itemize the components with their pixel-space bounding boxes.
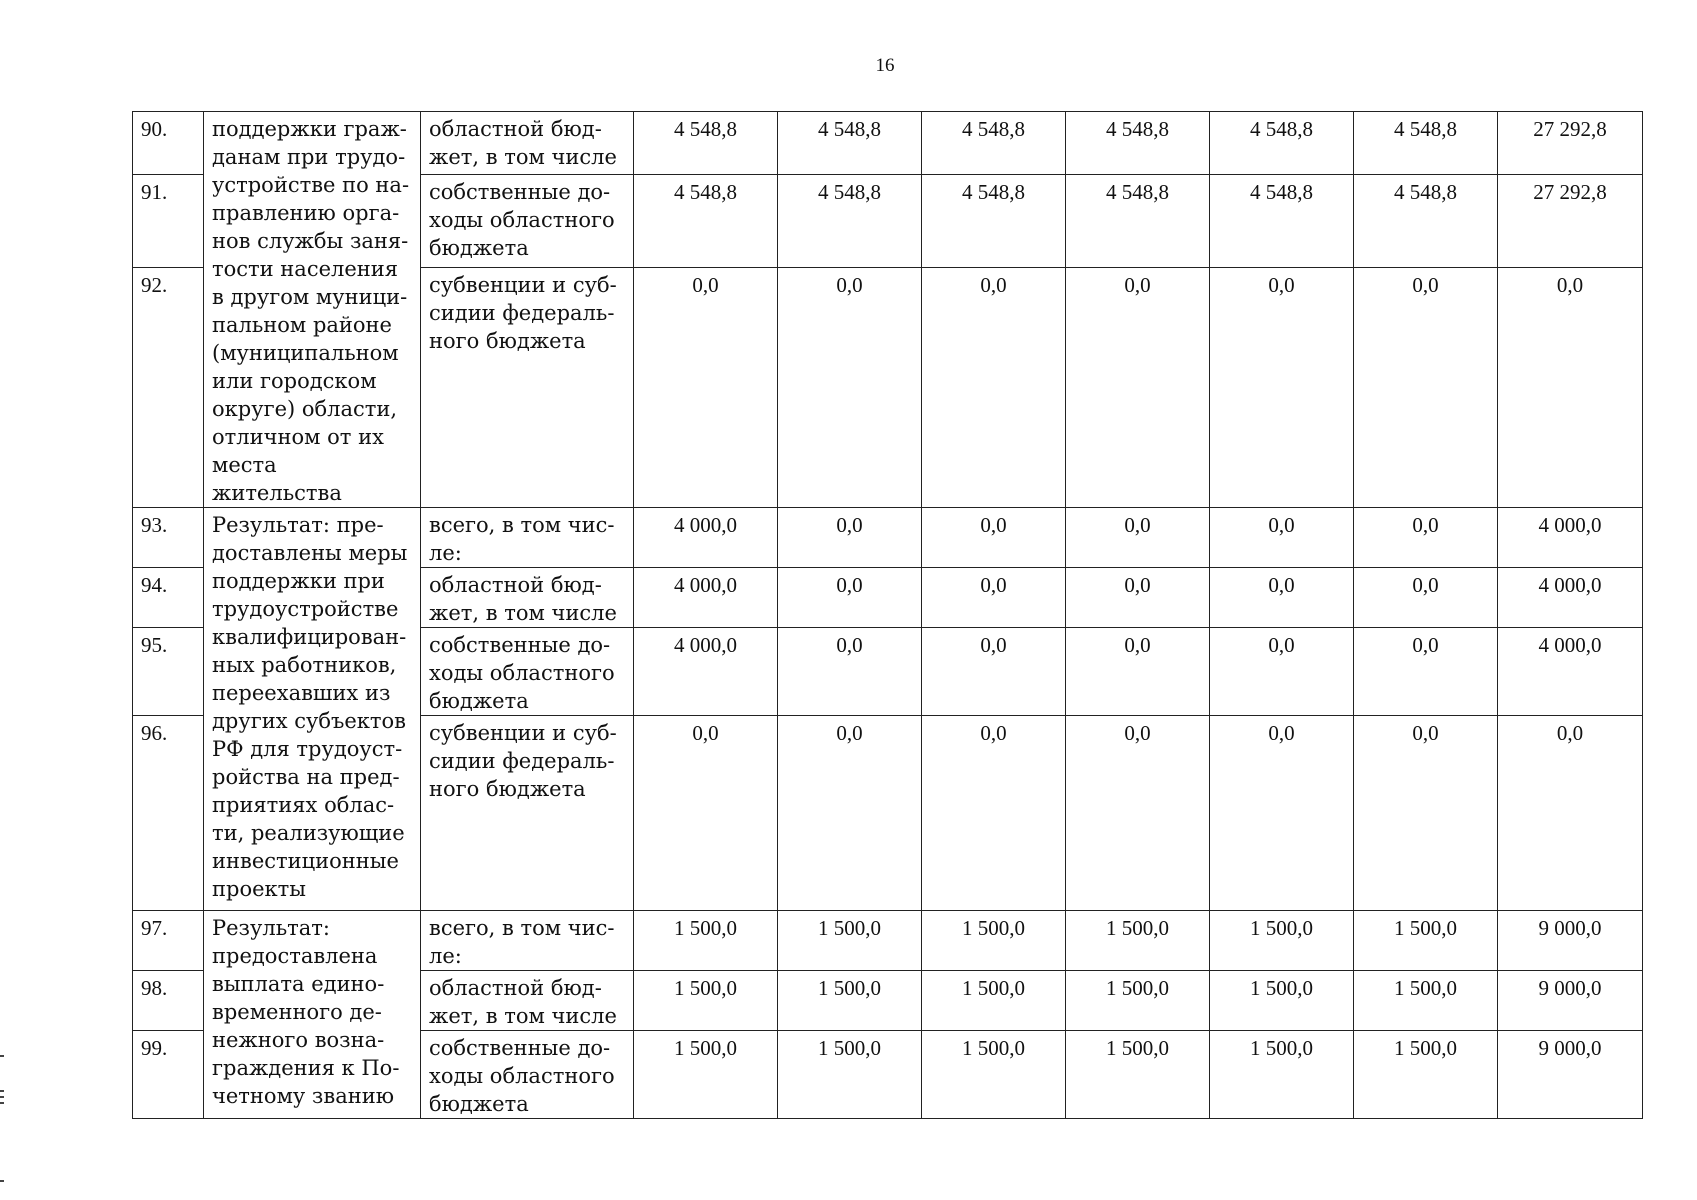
year-value-cell: 1 500,0 [634,911,778,971]
total-value-cell: 27 292,8 [1498,175,1643,268]
funding-source: областной бюд-жет, в том числе [421,112,634,175]
budget-table [132,111,1643,1119]
year-value-cell: 4 548,8 [634,112,778,175]
year-value-cell: 0,0 [1210,628,1354,716]
funding-source: областной бюд-жет, в том числе [421,568,634,628]
year-value-cell: 1 500,0 [922,911,1066,971]
year-value-cell: 4 548,8 [1210,112,1354,175]
margin-mark [0,1090,4,1092]
total-value-cell: 4 000,0 [1498,508,1643,568]
year-value-cell: 1 500,0 [634,971,778,1031]
year-value-cell: 0,0 [1210,508,1354,568]
year-value-cell: 0,0 [778,628,922,716]
funding-source: всего, в том чис-ле: [421,911,634,971]
row-number: 98. [133,971,204,1031]
year-value-cell: 0,0 [922,568,1066,628]
year-value-cell: 1 500,0 [1210,1031,1354,1119]
row-number: 97. [133,911,204,971]
year-value-cell: 0,0 [922,508,1066,568]
year-value-cell: 1 500,0 [1354,1031,1498,1119]
year-value-cell: 0,0 [1354,568,1498,628]
year-value-cell: 1 500,0 [1066,971,1210,1031]
page-number: 16 [875,55,895,76]
year-value-cell: 1 500,0 [778,911,922,971]
year-value-cell: 0,0 [778,268,922,508]
year-value-cell: 1 500,0 [1210,971,1354,1031]
table-row [133,508,1643,568]
funding-source: субвенции и суб-сидии федераль-ного бюджета [421,716,634,911]
total-value-cell: 9 000,0 [1498,1031,1643,1119]
year-value-cell: 4 000,0 [634,568,778,628]
table-row [133,911,1643,971]
year-value-cell: 0,0 [1210,568,1354,628]
measure-description: Результат: предоставлена выплата едино-временного де-нежного возна-граждения к По-четному званию [204,911,421,1119]
row-number: 94. [133,568,204,628]
year-value-cell: 0,0 [634,268,778,508]
year-value-cell: 1 500,0 [1066,1031,1210,1119]
year-value-cell: 4 000,0 [634,508,778,568]
total-value-cell: 9 000,0 [1498,911,1643,971]
year-value-cell: 4 548,8 [922,175,1066,268]
year-value-cell: 0,0 [1354,508,1498,568]
year-value-cell: 1 500,0 [778,971,922,1031]
year-value-cell: 0,0 [922,628,1066,716]
funding-source: собственные до-ходы областного бюджета [421,175,634,268]
row-number: 91. [133,175,204,268]
table-row [133,112,1643,175]
year-value-cell: 1 500,0 [922,971,1066,1031]
row-number: 92. [133,268,204,508]
year-value-cell: 4 548,8 [778,175,922,268]
year-value-cell: 1 500,0 [922,1031,1066,1119]
row-number: 90. [133,112,204,175]
year-value-cell: 0,0 [634,716,778,911]
funding-source: собственные до-ходы областного бюджета [421,1031,634,1119]
margin-mark [0,1180,4,1182]
funding-source: областной бюд-жет, в том числе [421,971,634,1031]
year-value-cell: 0,0 [1354,716,1498,911]
measure-description: Результат: пре-доставлены меры поддержки при трудоустройстве квалифицирован-ных работников, переехавших из других субъектов РФ для трудоуст-ройства на пред-приятиях облас-ти, реализующие инвестиционные проекты [204,508,421,911]
year-value-cell: 1 500,0 [1066,911,1210,971]
margin-mark [0,1102,4,1104]
year-value-cell: 0,0 [1354,268,1498,508]
total-value-cell: 27 292,8 [1498,112,1643,175]
margin-mark [0,1096,4,1098]
year-value-cell: 1 500,0 [1210,911,1354,971]
total-value-cell: 4 000,0 [1498,568,1643,628]
year-value-cell: 0,0 [778,508,922,568]
year-value-cell: 4 548,8 [1066,175,1210,268]
year-value-cell: 0,0 [922,268,1066,508]
year-value-cell: 0,0 [1066,268,1210,508]
funding-source: собственные до-ходы областного бюджета [421,628,634,716]
year-value-cell: 4 548,8 [1066,112,1210,175]
year-value-cell: 1 500,0 [1354,971,1498,1031]
total-value-cell: 0,0 [1498,716,1643,911]
funding-source: субвенции и суб-сидии федераль-ного бюджета [421,268,634,508]
year-value-cell: 0,0 [922,716,1066,911]
year-value-cell: 0,0 [1210,268,1354,508]
year-value-cell: 0,0 [778,716,922,911]
year-value-cell: 4 548,8 [1354,112,1498,175]
year-value-cell: 4 548,8 [778,112,922,175]
measure-description: поддержки граж-данам при трудо-устройстве по на-правлению орга-нов службы заня-тости населения в другом муници-пальном районе (муниципальном или городском округе) области, отличном от их места жительства [204,112,421,508]
total-value-cell: 4 000,0 [1498,628,1643,716]
row-number: 93. [133,508,204,568]
year-value-cell: 1 500,0 [778,1031,922,1119]
year-value-cell: 1 500,0 [1354,911,1498,971]
total-value-cell: 0,0 [1498,268,1643,508]
year-value-cell: 0,0 [1210,716,1354,911]
year-value-cell: 4 548,8 [1210,175,1354,268]
year-value-cell: 0,0 [1066,568,1210,628]
funding-source: всего, в том чис-ле: [421,508,634,568]
year-value-cell: 1 500,0 [634,1031,778,1119]
year-value-cell: 4 548,8 [922,112,1066,175]
year-value-cell: 0,0 [1066,628,1210,716]
year-value-cell: 4 000,0 [634,628,778,716]
row-number: 95. [133,628,204,716]
row-number: 96. [133,716,204,911]
year-value-cell: 4 548,8 [1354,175,1498,268]
margin-mark [0,1055,4,1057]
total-value-cell: 9 000,0 [1498,971,1643,1031]
year-value-cell: 0,0 [778,568,922,628]
row-number: 99. [133,1031,204,1119]
year-value-cell: 4 548,8 [634,175,778,268]
year-value-cell: 0,0 [1066,508,1210,568]
year-value-cell: 0,0 [1066,716,1210,911]
year-value-cell: 0,0 [1354,628,1498,716]
